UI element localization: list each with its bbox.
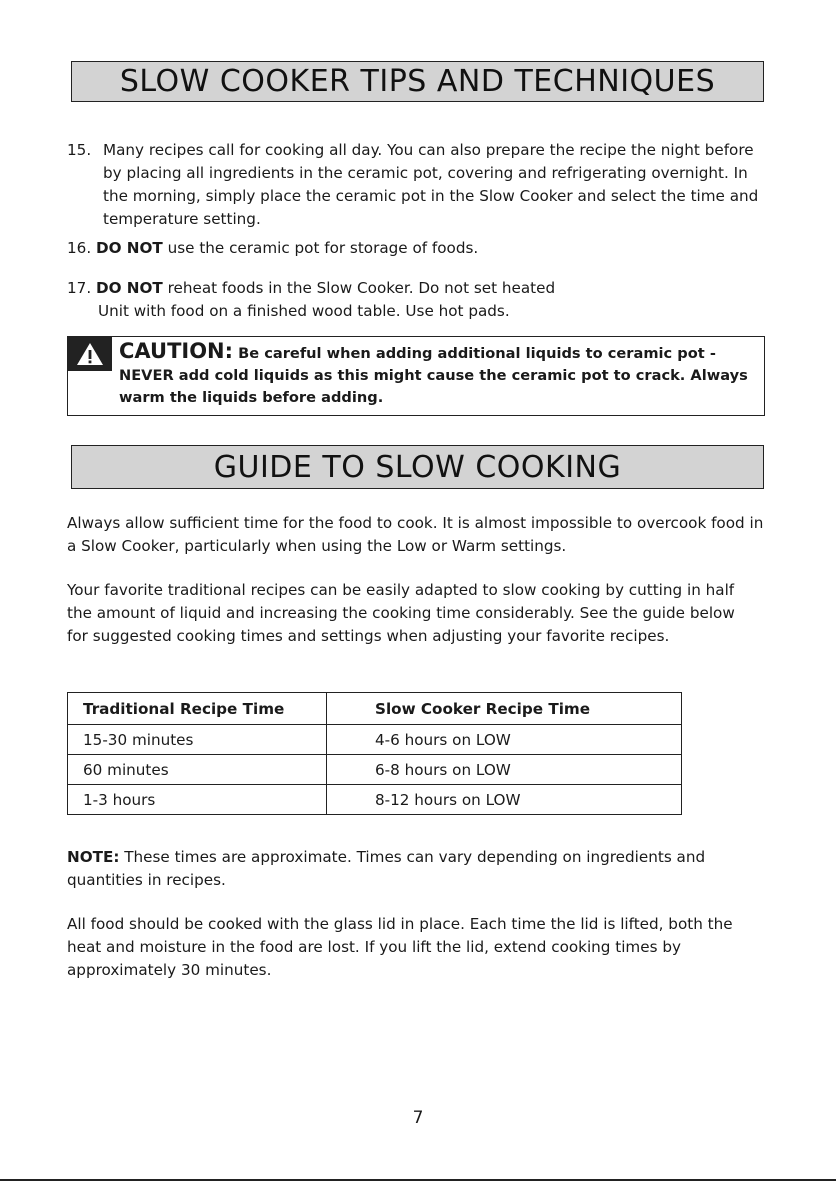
section-title-tips: SLOW COOKER TIPS AND TECHNIQUES [71,61,764,102]
paragraph-intro: Always allow sufficient time for the food to cook. It is almost impossible to overcook food in a Slow Cooker, particularly when using the Low or Warm settings. [67,514,764,555]
table-row [68,755,682,785]
table-cell: 6-8 hours on LOW [327,755,682,785]
table-cell: 15-30 minutes [68,725,327,755]
paragraph-adapt: Your favorite traditional recipes can be easily adapted to slow cooking by cutting in half the amount of liquid and increasing the cooking time considerably. See the guide below for suggested cooking times and settings when adjusting your favorite recipes. [67,581,735,645]
caution-body: Be careful when adding additional liquids to ceramic pot - NEVER add cold liquids as this might cause the ceramic pot to crack. Always warm the liquids before adding. [119,345,748,406]
tip-text: reheat foods in the Slow Cooker. Do not set heated [162,279,556,297]
tip-number: 15. [67,141,92,159]
table-header-row [68,693,682,725]
tip-17 [67,277,766,323]
tip-strong: DO NOT [95,239,163,257]
note-paragraph [67,846,762,892]
tip-number: 17. [67,279,92,297]
paragraph-lid: All food should be cooked with the glass lid in place. Each time the lid is lifted, both the heat and moisture in the food are lost. If you lift the lid, extend cooking times by approximately 30 minutes. [67,915,733,979]
table-header: Slow Cooker Recipe Time [327,693,682,725]
tip-15 [67,139,766,231]
table-cell: 1-3 hours [68,785,327,815]
table-cell: 4-6 hours on LOW [327,725,682,755]
note-text: These times are approximate. Times can vary depending on ingredients and quantities in recipes. [67,848,706,889]
table-cell: 60 minutes [68,755,327,785]
bottom-rule [0,1179,836,1181]
page-number: 7 [412,1108,424,1128]
tip-text: use the ceramic pot for storage of foods. [162,239,479,257]
tip-strong: DO NOT [95,279,163,297]
table-cell: 8-12 hours on LOW [327,785,682,815]
table-row [68,785,682,815]
note-label: NOTE: [67,848,120,866]
tip-text-line2: Unit with food on a finished wood table. Use hot pads. [98,302,510,320]
caution-text [119,340,754,409]
tip-number: 16. [67,239,92,257]
tip-text: Many recipes call for cooking all day. You can also prepare the recipe the night before by placing all ingredients in the ceramic pot, covering and refrigerating overnight. In the morning, simply place the ceramic pot in the Slow Cooker and select the time and temperature setting. [103,141,759,228]
table-row [68,725,682,755]
cooking-time-table [67,692,682,815]
table-header: Traditional Recipe Time [68,693,327,725]
caution-box [67,336,765,416]
caution-label: CAUTION: [119,339,234,363]
section-title-guide: GUIDE TO SLOW COOKING [71,445,764,489]
warning-triangle-icon [68,337,112,371]
tip-16 [67,237,766,260]
